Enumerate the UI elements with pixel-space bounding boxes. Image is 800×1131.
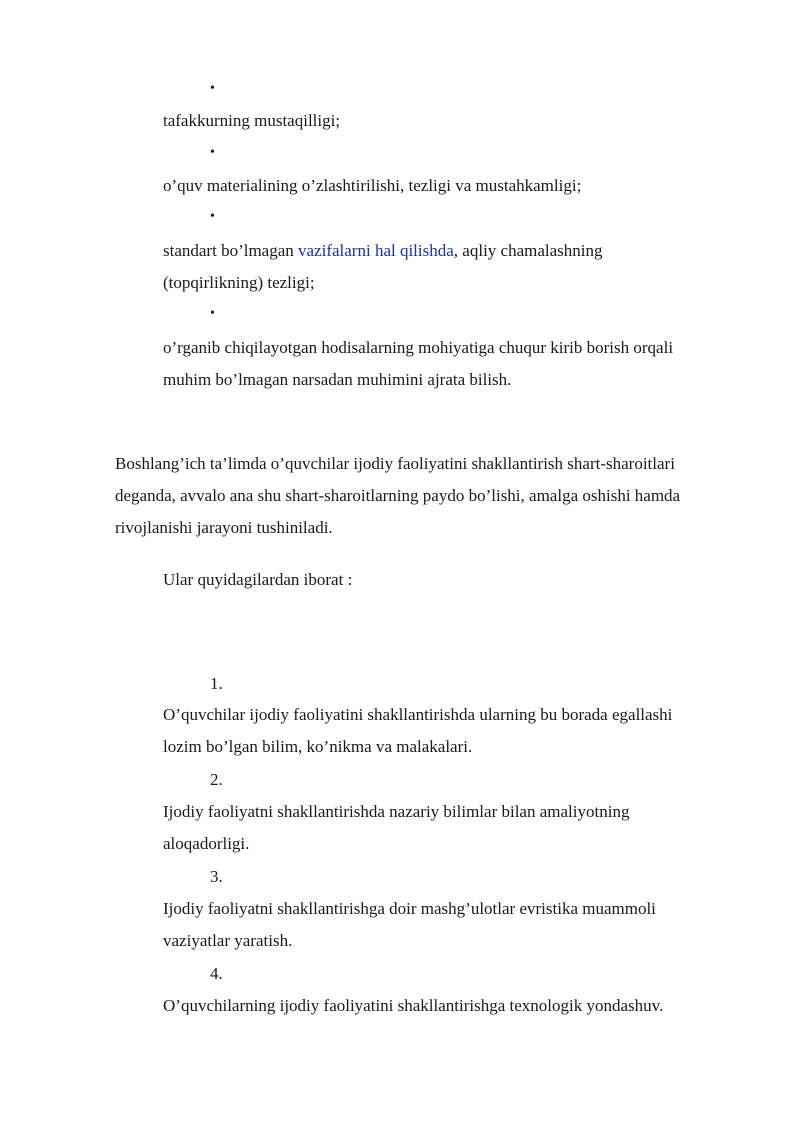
list-number: 4.: [210, 964, 223, 983]
list-number: 3.: [210, 867, 223, 886]
list-item-continuation: aloqadorligi.: [163, 834, 250, 853]
list-item: o’rganib chiqilayotgan hodisalarning mohiyatiga chuqur kirib borish orqali: [163, 338, 674, 357]
intro-line: Ular quyidagilardan iborat :: [163, 570, 353, 589]
list-item: tafakkurning mustaqilligi;: [163, 111, 341, 130]
list-number: 1.: [210, 674, 223, 693]
inline-link[interactable]: vazifalarni hal qilishda: [298, 241, 454, 260]
bullet-marker: •: [210, 209, 215, 224]
list-item-continuation: muhim bo’lmagan narsadan muhimini ajrata bilish.: [163, 370, 512, 389]
list-item-continuation: (topqirlikning) tezligi;: [163, 273, 315, 292]
list-item-text: , aqliy chamalashning: [453, 241, 603, 260]
list-item-continuation: lozim bo’lgan bilim, ko’nikma va malakalari.: [163, 737, 473, 756]
list-item: Ijodiy faoliyatni shakllantirishda nazariy bilimlar bilan amaliyotning: [163, 802, 630, 821]
list-item: O’quvchilar ijodiy faoliyatini shakllantirishda ularning bu borada egallashi: [163, 705, 673, 724]
bullet-marker: •: [210, 145, 215, 160]
bullet-marker: •: [210, 81, 215, 96]
paragraph-line: rivojlanishi jarayoni tushiniladi.: [115, 518, 333, 537]
paragraph-line: Boshlang’ich ta’limda o’quvchilar ijodiy faoliyatini shakllantirish shart-sharoitlari: [115, 454, 675, 473]
list-item: o’quv materialining o’zlashtirilishi, tezligi va mustahkamligi;: [163, 176, 582, 195]
list-item: Ijodiy faoliyatni shakllantirishga doir mashg’ulotlar evristika muammoli: [163, 899, 656, 918]
list-item: [163, 242, 603, 259]
list-item-text: standart bo’lmagan: [163, 241, 299, 260]
paragraph-line: deganda, avvalo ana shu shart-sharoitlarning paydo bo’lishi, amalga oshishi hamda: [115, 486, 681, 505]
list-number: 2.: [210, 770, 223, 789]
bullet-marker: •: [210, 306, 215, 321]
list-item-continuation: vaziyatlar yaratish.: [163, 931, 293, 950]
list-item: O’quvchilarning ijodiy faoliyatini shakllantirishga texnologik yondashuv.: [163, 996, 664, 1015]
